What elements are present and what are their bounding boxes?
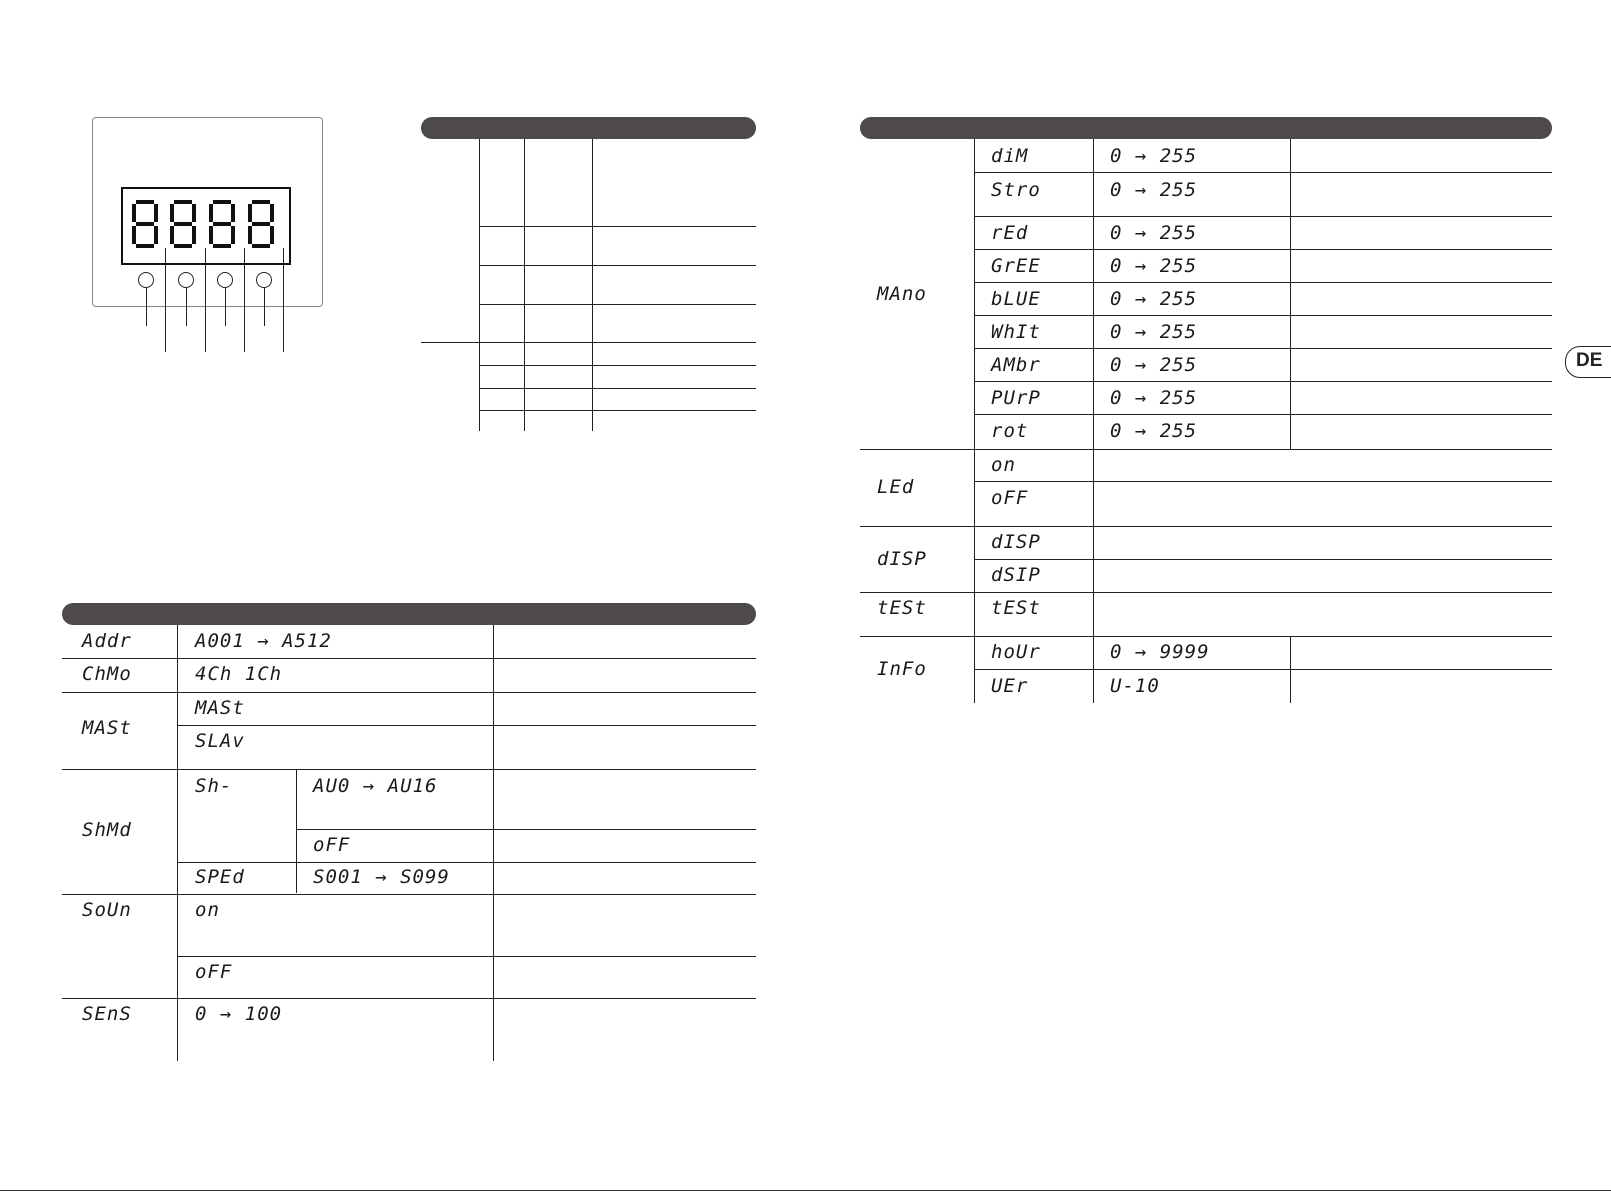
info-code-hours: hoUr bbox=[991, 641, 1041, 663]
left-table-divider bbox=[177, 625, 178, 1061]
left-table-rule bbox=[62, 692, 756, 693]
right-table-rule bbox=[974, 282, 1552, 283]
menu-code-disp: dISP bbox=[877, 548, 927, 570]
left-table-rule bbox=[62, 998, 756, 999]
mano-code-purple: PUrP bbox=[991, 387, 1041, 409]
right-table-rule bbox=[974, 559, 1552, 560]
mano-code-white: WhIt bbox=[991, 321, 1041, 343]
menu-code-addr: Addr bbox=[82, 630, 132, 652]
value-auto-range: AU0 → AU16 bbox=[313, 775, 438, 797]
callout-line-6 bbox=[244, 248, 245, 352]
mano-range-red: 0 → 255 bbox=[1110, 222, 1198, 244]
callout-line-7 bbox=[264, 288, 265, 326]
language-badge-label: DE bbox=[1576, 350, 1603, 371]
small-table-rule bbox=[479, 365, 756, 366]
right-table-rule bbox=[974, 381, 1552, 382]
right-table-rule bbox=[860, 636, 1552, 637]
left-table-rule bbox=[177, 956, 756, 957]
lcd-digit-3 bbox=[208, 199, 236, 249]
value-addr-range: A001 → A512 bbox=[195, 630, 332, 652]
callout-line-2 bbox=[165, 248, 166, 352]
menu-code-mano: MAno bbox=[877, 283, 927, 305]
right-table-divider bbox=[1290, 139, 1291, 449]
up-button[interactable] bbox=[178, 272, 194, 288]
info-code-version: UEr bbox=[991, 675, 1029, 697]
callout-line-1 bbox=[146, 288, 147, 326]
language-badge bbox=[1565, 346, 1611, 378]
left-table-rule bbox=[62, 769, 756, 770]
right-table-rule bbox=[860, 592, 1552, 593]
left-table-divider bbox=[493, 625, 494, 1061]
left-table-divider bbox=[296, 769, 297, 893]
value-sound-on: on bbox=[195, 899, 220, 921]
menu-button[interactable] bbox=[138, 272, 154, 288]
lcd-digit-4 bbox=[247, 199, 275, 249]
mano-range-amber: 0 → 255 bbox=[1110, 354, 1198, 376]
small-table-rule bbox=[421, 342, 756, 343]
enter-button[interactable] bbox=[256, 272, 272, 288]
value-speed-range: S001 → S099 bbox=[313, 866, 450, 888]
mano-code-rotation: rot bbox=[991, 420, 1029, 442]
mano-range-green: 0 → 255 bbox=[1110, 255, 1198, 277]
small-table-rule bbox=[479, 304, 756, 305]
right-table-rule bbox=[974, 414, 1552, 415]
right-table-rule bbox=[974, 172, 1552, 173]
value-sound-off: oFF bbox=[195, 961, 233, 983]
menu-code-sens: SEnS bbox=[82, 1003, 132, 1025]
down-button[interactable] bbox=[217, 272, 233, 288]
callout-line-4 bbox=[205, 248, 206, 352]
menu-code-led: LEd bbox=[877, 476, 915, 498]
value-show: Sh- bbox=[195, 775, 233, 797]
lcd-display bbox=[121, 187, 291, 265]
mano-range-dimmer: 0 → 255 bbox=[1110, 145, 1198, 167]
small-table-header-bar bbox=[421, 117, 756, 139]
left-table-rule bbox=[177, 725, 756, 726]
menu-code-test: tESt bbox=[877, 597, 927, 619]
callout-line-3 bbox=[186, 288, 187, 326]
mano-range-strobe: 0 → 255 bbox=[1110, 179, 1198, 201]
value-speed: SPEd bbox=[195, 866, 245, 888]
left-table-header-bar bbox=[62, 603, 756, 625]
right-table-rule bbox=[974, 216, 1552, 217]
menu-code-soun: SoUn bbox=[82, 899, 132, 921]
page-bottom-rule bbox=[0, 1190, 1611, 1191]
small-table-rule bbox=[479, 388, 756, 389]
right-table-header-bar bbox=[860, 117, 1552, 139]
lcd-digit-2 bbox=[169, 199, 197, 249]
value-show-off: oFF bbox=[313, 834, 351, 856]
mano-code-green: GrEE bbox=[991, 255, 1041, 277]
right-table-rule bbox=[974, 315, 1552, 316]
led-on: on bbox=[991, 454, 1016, 476]
left-table-rule bbox=[62, 658, 756, 659]
small-table-rule bbox=[479, 410, 756, 411]
led-off: oFF bbox=[991, 487, 1029, 509]
right-table-rule bbox=[974, 481, 1552, 482]
display-flipped: dSIP bbox=[991, 564, 1041, 586]
value-master: MASt bbox=[195, 697, 245, 719]
mano-range-purple: 0 → 255 bbox=[1110, 387, 1198, 409]
info-range-version: U-10 bbox=[1110, 675, 1160, 697]
callout-line-8 bbox=[283, 248, 284, 352]
right-table-rule bbox=[974, 348, 1552, 349]
value-slave: SLAv bbox=[195, 730, 245, 752]
menu-code-mast: MASt bbox=[82, 717, 132, 739]
left-table-rule bbox=[62, 894, 756, 895]
left-table-rule bbox=[177, 862, 756, 863]
menu-code-chmo: ChMo bbox=[82, 663, 132, 685]
display-normal: dISP bbox=[991, 531, 1041, 553]
right-table-rule bbox=[974, 249, 1552, 250]
mano-code-red: rEd bbox=[991, 222, 1029, 244]
mano-range-white: 0 → 255 bbox=[1110, 321, 1198, 343]
mano-range-rotation: 0 → 255 bbox=[1110, 420, 1198, 442]
value-channel-modes: 4Ch 1Ch bbox=[195, 663, 283, 685]
right-table-rule bbox=[860, 449, 1552, 450]
small-table-rule bbox=[479, 265, 756, 266]
callout-line-5 bbox=[225, 288, 226, 326]
info-range-hours: 0 → 9999 bbox=[1110, 641, 1210, 663]
right-table-rule bbox=[974, 669, 1552, 670]
right-table-divider bbox=[974, 139, 975, 703]
menu-code-info: InFo bbox=[877, 658, 927, 680]
lcd-digit-1 bbox=[131, 199, 159, 249]
right-table-rule bbox=[860, 526, 1552, 527]
left-table-rule bbox=[296, 829, 756, 830]
mano-range-blue: 0 → 255 bbox=[1110, 288, 1198, 310]
menu-code-shmd: ShMd bbox=[82, 819, 132, 841]
small-table-rule bbox=[479, 226, 756, 227]
mano-code-dimmer: diM bbox=[991, 145, 1029, 167]
mano-code-blue: bLUE bbox=[991, 288, 1041, 310]
right-table-divider bbox=[1093, 139, 1094, 703]
test-code: tESt bbox=[991, 597, 1041, 619]
mano-code-strobe: Stro bbox=[991, 179, 1041, 201]
mano-code-amber: AMbr bbox=[991, 354, 1041, 376]
value-sensitivity-range: 0 → 100 bbox=[195, 1003, 283, 1025]
